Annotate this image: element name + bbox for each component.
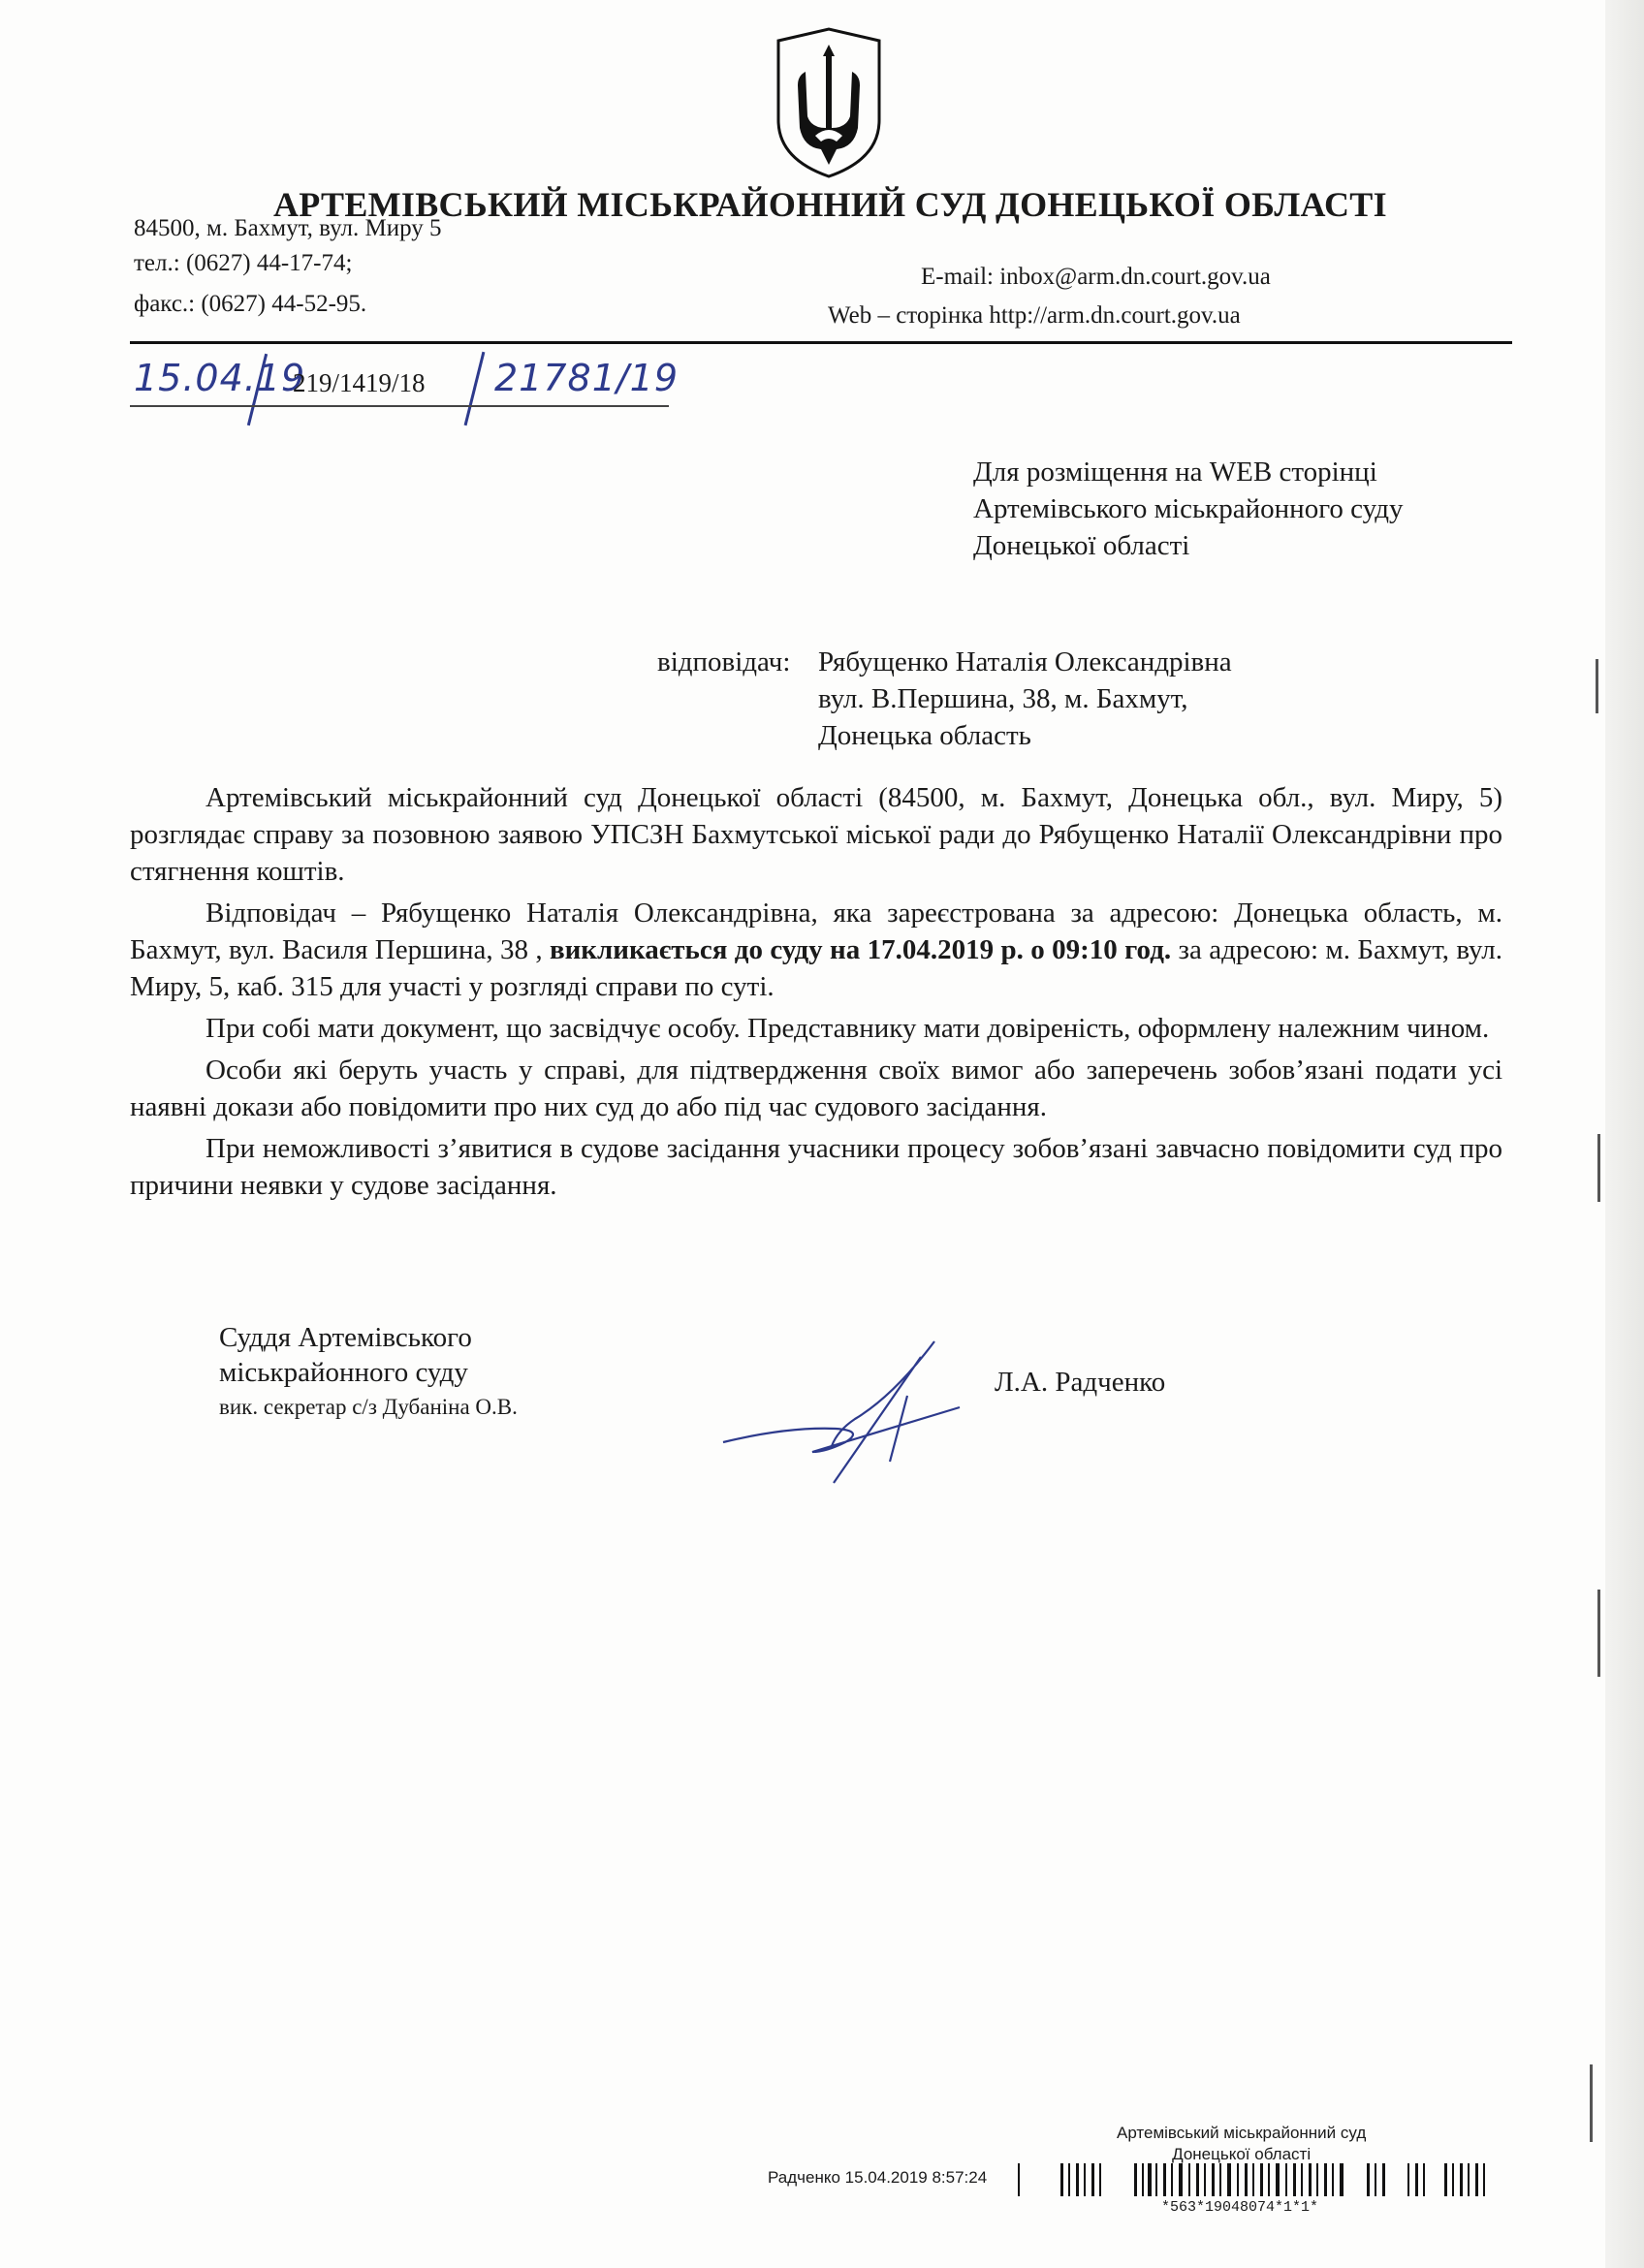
scan-edge (1605, 0, 1644, 2268)
coat-of-arms-icon (773, 27, 885, 178)
barcode-text: *563*19048074*1*1* (1161, 2199, 1319, 2216)
scan-artifact (1590, 2064, 1593, 2142)
judge-title: Суддя Артемівського (219, 1322, 472, 1353)
recipient-line: Для розміщення на WEB сторінці (973, 457, 1377, 488)
court-fax: факс.: (0627) 44-52-95. (134, 291, 367, 317)
recipient-line: Донецької області (973, 530, 1190, 561)
judge-name: Л.А. Радченко (995, 1367, 1166, 1398)
court-email: E-mail: inbox@arm.dn.court.gov.ua (921, 264, 1271, 290)
defendant-name: Рябущенко Наталія Олександрівна (818, 646, 1232, 677)
secretary-name: вик. секретар с/з Дубаніна О.В. (219, 1395, 518, 1419)
paragraph-text: за адресою: м. Бахмут, вул. Миру, 5, каб. 315 для участі у розгляді справи по суті. (130, 934, 1502, 1002)
paragraph: Особи які беруть участь у справі, для підтвердження своїх вимог або заперечень зобов’язані подати усі наявні докази або повідомити про них суд до або під час судового засідання. (130, 1055, 1502, 1122)
case-number: 219/1419/18 (293, 368, 426, 397)
court-name: АРТЕМІВСЬКИЙ МІСЬКРАЙОННИЙ СУД ДОНЕЦЬКОЇ ОБЛАСТІ (273, 185, 1387, 224)
outgoing-number: 21781/19 (494, 357, 680, 399)
registration-date: 15.04.19 (134, 357, 306, 399)
paragraph (130, 895, 1502, 1005)
defendant-label: відповідач: (657, 646, 791, 677)
defendant-address: вул. В.Першина, 38, м. Бахмут, (818, 683, 1188, 714)
paragraph: При собі мати документ, що засвідчує особу. Представнику мати довіреність, оформлену належним чином. (206, 1013, 1490, 1044)
registration-stamp (1117, 2123, 1366, 2165)
recipient-block (973, 454, 1404, 564)
recipient-line: Артемівського міськрайонного суду (973, 493, 1404, 524)
court-website: Web – сторінка http://arm.dn.court.gov.ua (828, 302, 1241, 329)
scan-artifact (1597, 1134, 1600, 1202)
registration-underline (130, 405, 669, 407)
registered-by: Радченко 15.04.2019 8:57:24 (768, 2168, 988, 2187)
handwritten-slash (464, 352, 486, 425)
stamp-line: Донецької області (1172, 2145, 1312, 2163)
court-address: 84500, м. Бахмут, вул. Миру 5 (134, 215, 442, 241)
defendant-region: Донецька область (818, 720, 1031, 751)
scan-artifact (1597, 1590, 1600, 1677)
stamp-line: Артемівський міськрайонний суд (1117, 2124, 1367, 2142)
notice-body (130, 779, 1502, 1204)
paragraph-text: Відповідач – Рябущенко Наталія Олександрівна, яка зареєстрована за адресою: Донецька область, м. Бахмут, вул. Василя Першина, 38 , (130, 898, 1502, 965)
court-phone: тел.: (0627) 44-17-74; (134, 250, 353, 276)
paragraph: При неможливості з’явитися в судове засідання учасники процесу зобов’язані завчасно повідомити суд про причини неявки у судове засідання. (130, 1133, 1502, 1201)
judge-title: міськрайонного суду (219, 1357, 468, 1388)
signature-block (219, 1320, 518, 1425)
hearing-date: викликається до суду на 17.04.2019 р. о 09:10 год. (549, 934, 1172, 965)
paragraph: Артемівський міськрайонний суд Донецької області (84500, м. Бахмут, Донецька обл., вул. Миру, 5) розглядає справу за позовною заявою УПСЗН Бахмутської міської ради до Рябущенко Наталії Олександрівни про стягнення коштів. (130, 782, 1502, 887)
barcode-icon (1018, 2161, 1493, 2198)
header-divider (130, 341, 1512, 344)
handwritten-signature (719, 1338, 983, 1512)
scan-artifact (1596, 659, 1598, 713)
defendant-block (818, 644, 1232, 754)
